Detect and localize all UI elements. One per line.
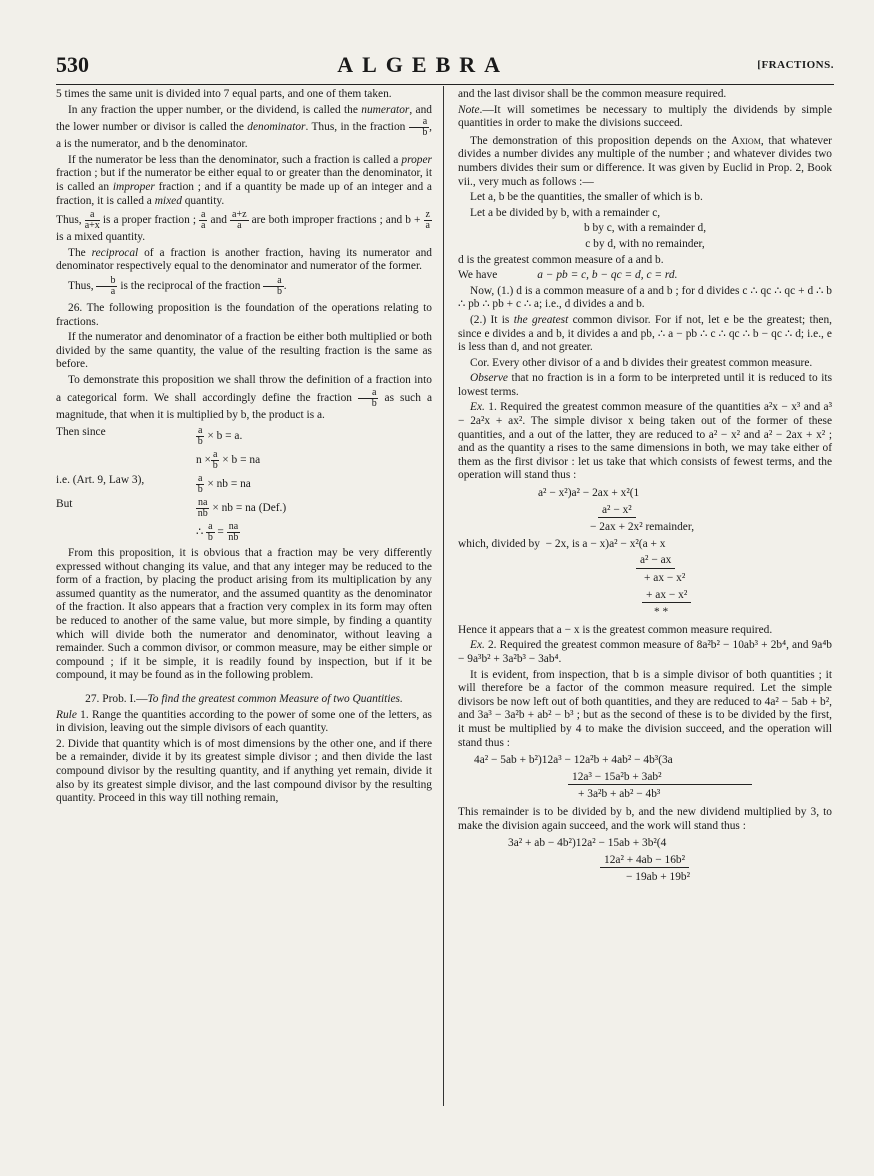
paragraph: Let a be divided by b, with a remainder c, xyxy=(470,206,661,219)
fraction: $\frac{a}{a+x}$ xyxy=(84,209,100,232)
paragraph: Hence it appears that a − x is the greatest common measure required. xyxy=(458,623,773,636)
paragraph: The reciprocal of a fraction is another fraction, having its numerator and denominator respectively equal to the denominator and numerator of the former. xyxy=(56,246,432,273)
paragraph: Observe that no fraction is in a form to be interpreted until it is reduced to its lowest terms. xyxy=(458,372,832,398)
example: Ex. 2. Required the greatest common measure of 8a²b² − 10ab³ + 2b⁴, and 9a⁴b − 9a³b² + 3a²b³ − 3ab⁴. xyxy=(458,639,832,665)
paragraph: It is evident, from inspection, that b is a simple divisor of both quantities ; it will therefore be a factor of the common measure required. Let the simple divisors be now left out of both quantities, and they are reduced to 4a² − 5ab + b², and 3a³ − 3a²b + ab² − b³ ; but as the second of these is to be divided by the first, it must be multiplied by 4 to make the division succeed, and the operation will stand thus : xyxy=(458,668,832,749)
paragraph: (2.) It is the greatest common divisor. For if not, let e be the greatest; then, since e divides a and b, it divides a and pb, ∴ a − pb ∴ c ∴ qc ∴ b − qc ∴ d; i.e., e is less than d, and not greater. xyxy=(458,313,832,354)
left-column xyxy=(56,88,432,808)
paragraph: We have a − pb = c, b − qc = d, c = rd. xyxy=(458,269,678,282)
paragraph: d is the greatest common measure of a and b. xyxy=(458,253,664,266)
paragraph: From this proposition, it is obvious that a fraction may be very differently expressed without changing its value, and that any integer may be reduced to the form of a fraction, by placing the product arising from its multiplication by any assumed quantity as the numerator, and the assumed quantity as the denominator of the fraction. It also appears that a fraction very complex in its form may often be reduced to another of the same value, but more simple, by finding a quantity which will divide both the numerator and denominator, without leaving a remainder. Such a common divisor, or common measure, may be either simple or compound ; if it be simple, it is readily found by inspection, but if it be compound, it may be found as in the following problem. xyxy=(56,547,432,682)
running-title: ALGEBRA xyxy=(337,52,510,77)
fraction: $\frac{b}{a}$ xyxy=(96,276,117,297)
fraction: $\frac{a+z}{a}$ xyxy=(232,209,247,232)
paragraph: 26. The following proposition is the foundation of the operations relating to fractions. xyxy=(56,301,432,328)
paragraph: Thus, $\frac{b}{a}$ is the reciprocal of the fraction $\frac{a}{b}$ . xyxy=(68,274,287,297)
equation-block xyxy=(56,426,432,543)
column-divider xyxy=(443,86,444,1106)
paragraph: If the numerator be less than the denominator, such a fraction is called a proper fraction ; but if the numerator be either equal to or greater than the denominator, it is called an improper fraction ; and if a quantity be made up of an integer and a fraction, it is called a mixed quantity. xyxy=(56,153,432,207)
right-column xyxy=(458,88,832,889)
paragraph: b by c, with a remainder d, xyxy=(583,222,707,235)
note: Note.—It will sometimes be necessary to multiply the dividends by simple quantities in order to make the divisions succeed. xyxy=(458,103,832,130)
division-working: a² − x²)a² − 2ax + x²(1 a² − x² − 2ax + 2x² remainder, which, divided by − 2x, is a − x)a² − x²(a + x a² − ax + ax − x² + ax − x² * * xyxy=(458,487,695,619)
fraction: $\frac{z}{a}$ xyxy=(425,209,430,232)
rule-item: 2. Divide that quantity which is of most dimensions by the other one, and if there be a remainder, divide it by its greatest simple divisor ; and then divide the last compound divisor by the resulting quantity, and if anything yet remain, divide it also by its greatest simple divisor, and the last compound divisor by the resulting quantity. Proceed in this way till nothing remain, xyxy=(56,737,432,805)
paragraph: c by d, with no remainder, xyxy=(585,237,705,250)
page-header xyxy=(56,48,834,82)
header-rule xyxy=(56,84,834,85)
paragraph: 5 times the same unit is divided into 7 equal parts, and one of them taken. xyxy=(56,88,392,100)
page-number: 530 xyxy=(56,52,89,77)
example: Ex. 1. Required the greatest common measure of the quantities a²x − x³ and a³ − 2a²x + ax². The simple divisor x being taken out of the former of these quantities, and a out of the latter, they are reduced to a² − x² and a² − 2ax + x² ; and as the quantity a rises to the same dimensions in both, we may take either of them as the first divisor : let us take that which consists of fewest terms, and the operation will stand thus : xyxy=(458,401,832,482)
paragraph: Thus, $\frac{a}{a+x}$ is a proper fraction ; $\frac{a}{a}$ and $\frac{a+z}{a}$ are both improper fractions ; and b + $\frac{z}{a}$ is a mixed quantity. xyxy=(56,209,430,244)
equation-row: n × $\frac{a}{b}$ × b = na xyxy=(196,449,261,472)
paragraph: Cor. Every other divisor of a and b divides their greatest common measure. xyxy=(470,356,813,369)
equation-row: But $\frac{na}{nb}$ × nb = na (Def.) xyxy=(56,497,287,520)
paragraph: In any fraction the upper number, or the dividend, is called the numerator, and the lower number or divisor is called the denominator. Thus, in the fraction $\frac{a}{b}$ , a is the numerator, and b the denominator. xyxy=(56,103,432,151)
fraction: $\frac{a}{b}$ xyxy=(263,276,283,297)
fraction: $\frac{a}{a}$ xyxy=(201,209,206,232)
paragraph: If the numerator and denominator of a fraction be either both multiplied or both divided by the same quantity, the value of the resulting fraction is the same as before. xyxy=(56,331,432,371)
paragraph: The demonstration of this proposition depends on the Axiom, that whatever divides a number divides any multiple of the number ; and whatever divides two numbers divides their sum or difference. It was given by Euclid in Prop. 2, Book vii., very much as follows :— xyxy=(458,134,832,188)
division-working: 3a² + ab − 4b²)12a² − 15ab + 3b²(4 12a² + 4ab − 16b² − 19ab + 19b² xyxy=(508,837,691,884)
equation-row: Then since $\frac{a}{b}$ × b = a. xyxy=(56,425,243,448)
problem-heading: 27. Prob. I.—To find the greatest common Measure of two Quantities. xyxy=(85,693,403,706)
division-working: 4a² − 5ab + b²)12a³ − 12a²b + 4ab² − 4b³(3a 12a³ − 15a²b + 3ab² + 3a²b + ab² − 4b³ xyxy=(458,754,832,802)
fraction: $\frac{a}{b}$ xyxy=(409,117,429,138)
equation-row: i.e. (Art. 9, Law 3), $\frac{a}{b}$ × nb = na xyxy=(56,473,251,496)
paragraph: Now, (1.) d is a common measure of a and b ; for d divides c ∴ qc ∴ qc + d ∴ b ∴ pb ∴ pb + c ∴ a; i.e., d divides a and b. xyxy=(458,284,832,311)
section-label: [FRACTIONS. xyxy=(757,59,834,71)
rule-item: Rule 1. Range the quantities according to the power of some one of the letters, as in division, leaving out the simple divisors of each quantity. xyxy=(56,708,432,735)
paragraph: and the last divisor shall be the common measure required. xyxy=(458,88,727,100)
paragraph: To demonstrate this proposition we shall throw the definition of a fraction into a categorical form. We shall accordingly define the fraction $\frac{a}{b}$ as such a magnitude, that when it is multiplied by b, the product is a. xyxy=(56,373,432,421)
paragraph: This remainder is to be divided by b, and the new dividend multiplied by 3, to make the division again succeed, and the work will stand thus : xyxy=(458,805,832,832)
paragraph: Let a, b be the quantities, the smaller of which is b. xyxy=(470,191,703,204)
fraction: $\frac{a}{b}$ xyxy=(358,388,378,409)
equation-row: ∴ $\frac{a}{b}$ = $\frac{na}{nb}$ xyxy=(196,521,239,544)
